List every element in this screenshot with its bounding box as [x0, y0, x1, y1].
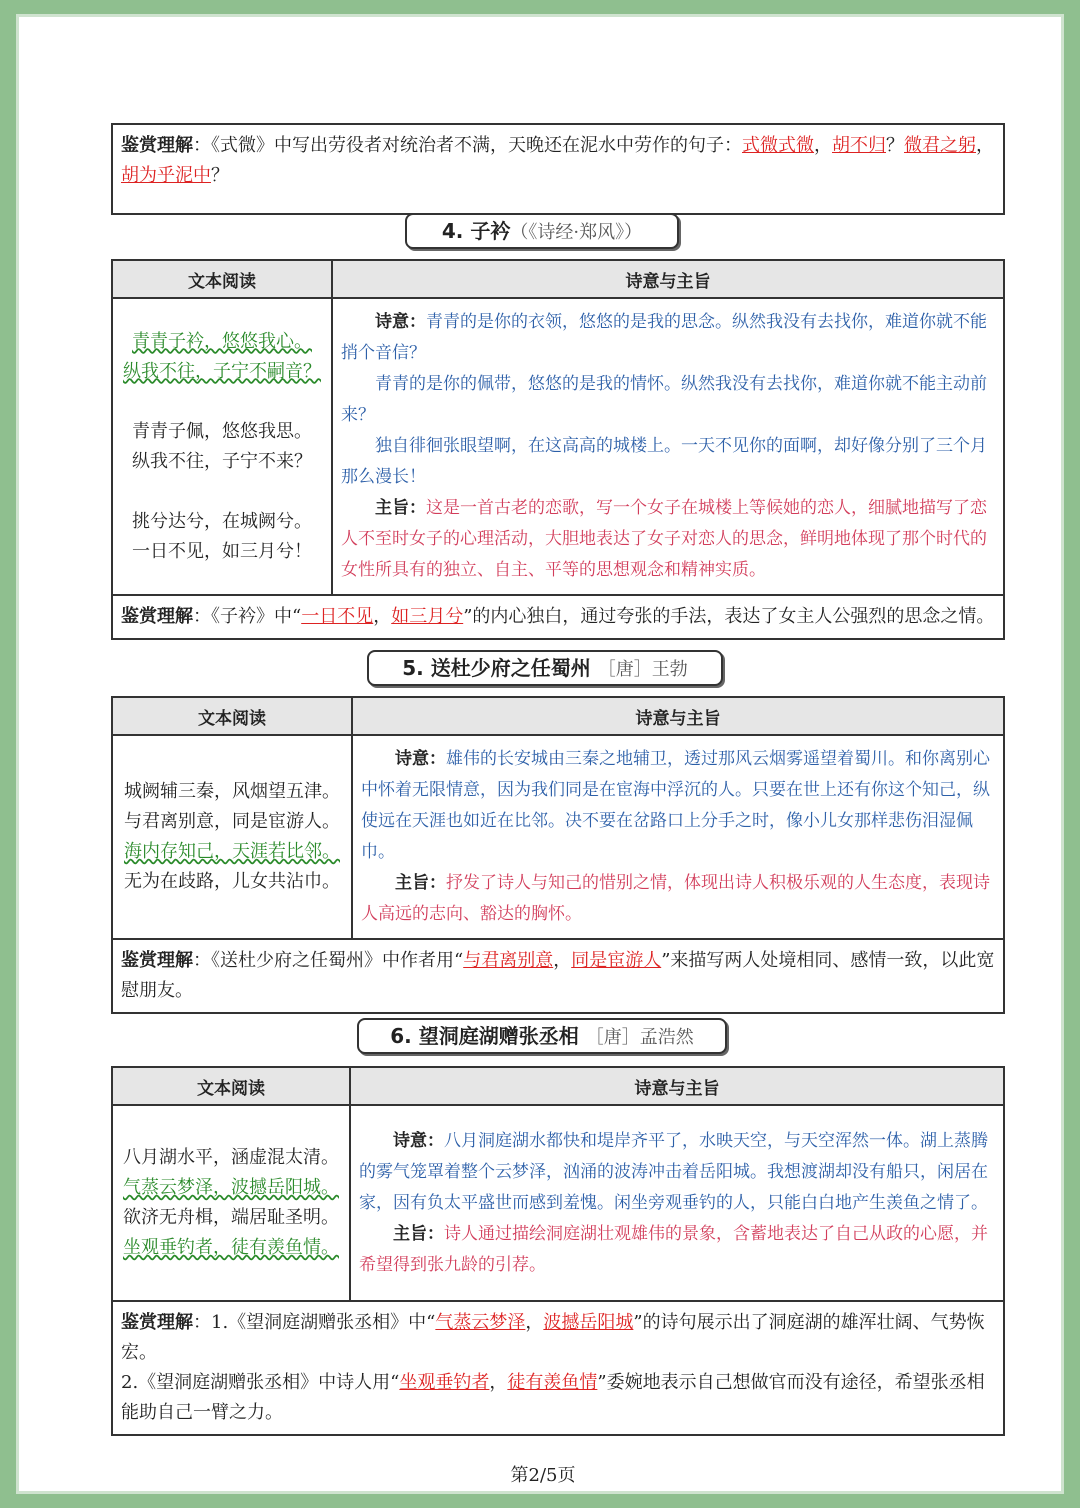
- poem-meaning: 诗意：雄伟的长安城由三秦之地辅卫，透过那风云烟雾遥望着蜀川。和你离别心中怀着无限情意，因为我们同是在宦海中浮沉的人。只要在世上还有你这个知己，纵使远在天涯也如近在比邻。决不要在岔路口上分手之时，像小儿女那样悲伤泪湿佩巾。 主旨：抒发了诗人与知己的惜别之情，体现出诗人积极乐观的人生态度，表现诗人高远的志向、豁达的胸怀。: [352, 735, 1004, 939]
- poem-line: 青青子衿，悠悠我心。: [132, 330, 312, 352]
- section-5-appreciation: 鉴赏理解：《送杜少府之任蜀州》中作者用“与君离别意，同是宦游人”来描写两人处境相同、感情一致，以此宽慰朋友。: [112, 939, 1004, 1013]
- poem-text: [112, 1105, 350, 1301]
- section-6-title: 6. 望洞庭湖赠张丞相 ［唐］孟浩然: [357, 1018, 727, 1054]
- col-text-reading: 文本阅读: [112, 1067, 350, 1105]
- page: [16, 14, 1064, 1494]
- section-5-table: [111, 696, 1005, 1014]
- poem-line: 气蒸云梦泽，波撼岳阳城。: [123, 1177, 339, 1198]
- col-text-reading: 文本阅读: [112, 260, 332, 298]
- poem-line: 青青子佩，悠悠我思。: [132, 420, 312, 442]
- top-appreciation-note: 鉴赏理解：《式微》中写出劳役者对统治者不满，天晚还在泥水中劳作的句子：式微式微，胡不归？微君之躬，胡为乎泥中？: [111, 123, 1005, 215]
- poem-line: 挑兮达兮，在城阙兮。: [132, 510, 312, 532]
- poem-line: 海内存知己，天涯若比邻。: [124, 841, 340, 862]
- section-6-appreciation: 鉴赏理解：1.《望洞庭湖赠张丞相》中“气蒸云梦泽，波撼岳阳城”的诗句展示出了洞庭湖的雄浑壮阔、气势恢宏。 2.《望洞庭湖赠张丞相》中诗人用“坐观垂钓者，徒有羡鱼情”委婉地表示自己想做官而没有途径，希望张丞相能助自己一臂之力。: [112, 1301, 1004, 1435]
- poem-line: 欲济无舟楫，端居耻圣明。: [123, 1207, 339, 1228]
- col-meaning-theme: 诗意与主旨: [352, 697, 1004, 735]
- poem-line: 八月湖水平，涵虚混太清。: [123, 1147, 339, 1168]
- poem-line: 与君离别意，同是宦游人。: [124, 811, 340, 832]
- section-5-title: 5. 送杜少府之任蜀州 ［唐］王勃: [367, 650, 723, 686]
- poem-text: [112, 298, 332, 595]
- section-4-appreciation: 鉴赏理解：《子衿》中“一日不见，如三月兮”的内心独白，通过夸张的手法，表达了女主人公强烈的思念之情。: [112, 595, 1004, 639]
- section-4-title: 4. 子衿（《诗经·郑风》）: [405, 213, 679, 249]
- poem-line: 无为在歧路，儿女共沾巾。: [124, 871, 340, 892]
- poem-line: 纵我不往，子宁不来？: [132, 450, 312, 472]
- poem-text: [112, 735, 352, 939]
- poem-line: 坐观垂钓者，徒有羡鱼情。: [123, 1237, 339, 1258]
- col-text-reading: 文本阅读: [112, 697, 352, 735]
- poem-line: 一日不见，如三月兮！: [132, 540, 312, 562]
- page-number: 第2/5页: [510, 1465, 576, 1486]
- col-meaning-theme: 诗意与主旨: [332, 260, 1004, 298]
- poem-line: 纵我不往，子宁不嗣音？: [123, 360, 321, 382]
- section-6-table: [111, 1066, 1005, 1436]
- section-4-table: [111, 259, 1005, 640]
- poem-meaning: 诗意：八月洞庭湖水都快和堤岸齐平了，水映天空，与天空浑然一体。湖上蒸腾的雾气笼罩着整个云梦泽，汹涌的波涛冲击着岳阳城。我想渡湖却没有船只，闲居在家，因有负太平盛世而感到羞愧。闲坐旁观垂钓的人，只能白白地产生羡鱼之情了。 主旨：诗人通过描绘洞庭湖壮观雄伟的景象，含蓄地表达了自己从政的心愿，并希望得到张九龄的引荐。: [350, 1105, 1004, 1301]
- poem-meaning: 诗意：青青的是你的衣领，悠悠的是我的思念。纵然我没有去找你，难道你就不能捎个音信？ 青青的是你的佩带，悠悠的是我的情怀。纵然我没有去找你，难道你就不能主动前来？ 独自徘徊张眼望啊，在这高高的城楼上。一天不见你的面啊，却好像分别了三个月那么漫长！ 主旨：这是一首古老的恋歌，写一个女子在城楼上等候她的恋人，细腻地描写了恋人不至时女子的心理活动，大胆地表达了女子对恋人的思念，鲜明地体现了那个时代的女性所具有的独立、自主、平等的思想观念和精神实质。: [332, 298, 1004, 595]
- poem-line: 城阙辅三秦，风烟望五津。: [124, 781, 340, 802]
- col-meaning-theme: 诗意与主旨: [350, 1067, 1004, 1105]
